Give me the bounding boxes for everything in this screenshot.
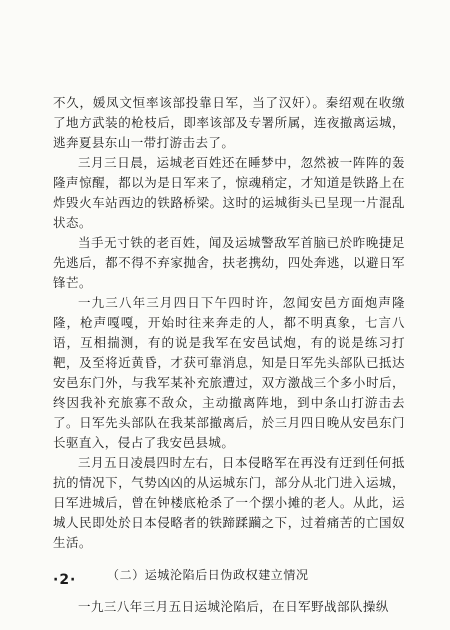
paragraph-2: 三月三日晨，运城老百姓还在睡梦中，忽然被一阵阵的轰隆声惊醒，都以为是日军来了，惊魂稍定，才知道是铁路上在炸毁火车站西边的铁路桥梁。这时的运城街头已呈现一片混乱状态。 [53, 155, 405, 230]
paragraph-5: 三月五日凌晨四时左右，日本侵略军在再没有迂到任何抵抗的情况下，气势凶凶的从运城东门，部分从北门进入运城，日军进城后，曾在钟楼底枪杀了一个摆小摊的老人。从此，运城人民即处於日本侵略者的铁蹄蹂躏之下，过着痛苦的亡国奴生活。 [53, 455, 405, 550]
paragraph-4: 一九三八年三月四日下午四时许，忽闻安邑方面炮声隆隆，枪声嘎嘎，开始时往来奔走的人，都不明真象，七言八语，互相揣测，有的说是我军在安邑试炮，有的说是练习打靶，及至将近黄昏，才获可靠消息，知是日军先头部队已抵达安邑东门外，与我军某补充旅遭过，双方激战三个多小时后，终因我补充旅寡不敌众，主动撤离阵地，到中条山打游击去了。日军先头部队在我某部撤离后，於三月四日晚从安邑东门长驱直入，侵占了我安邑县城。 [53, 295, 405, 450]
paragraph-3: 当手无寸铁的老百姓，闻及运城警敌军首脑已於昨晚捷足先逃后，都不得不弃家抛舍，扶老携幼，四处奔逃，以避日军锋芒。 [53, 235, 405, 290]
page-number: ·2· [53, 572, 77, 588]
paragraph-6: 一九三八年三月五日运城沦陷后，在日军野战部队操纵 [78, 599, 389, 614]
section-heading: （二）运城沦陷后日伪政权建立情况 [107, 568, 309, 582]
document-page [53, 93, 405, 617]
paragraph-1: 不久，媛凤文恒率该部投靠日军，当了汉奸）。秦绍观在收缴了地方武装的枪枝后，即率该部及专署所属，连夜撤离运城，逃奔夏县东山一带打游击去了。 [53, 95, 405, 150]
